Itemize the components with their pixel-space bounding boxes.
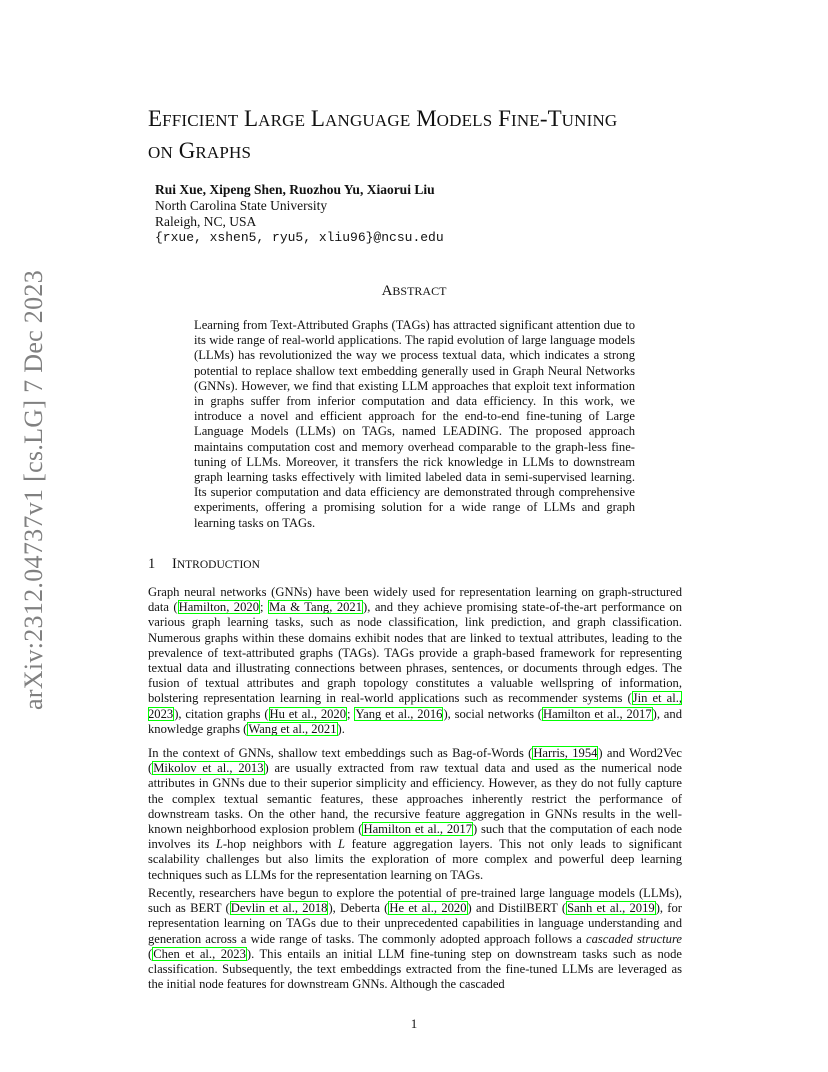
emphasis-text: cascaded structure — [585, 931, 682, 946]
citation-link[interactable]: Jin et al., 2023 — [148, 691, 682, 721]
citation-link[interactable]: Devlin et al., 2018 — [230, 901, 328, 916]
author-email: {rxue, xshen5, ryu5, xliu96}@ncsu.edu — [155, 230, 444, 245]
math-symbol: L — [215, 837, 223, 852]
citation-link[interactable]: Yang et al., 2016 — [355, 706, 443, 721]
section-number: 1 — [148, 556, 156, 572]
intro-paragraph-3: Recently, researchers have begun to explore the potential of pre-trained large language models (LLMs), such as BERT (Devlin et al., 2018), Deberta (He et al., 2020) and DistilBERT (Sanh et al., 2019), for representation learning on TAGs due to their unprecedented capabilities in language understanding and generation across a wide range of tasks. The commonly adopted approach follows a cascaded structure (Chen et al., 2023). This entails an initial LLM fine-tuning step on downstream tasks such as node classification. Subsequently, the text embeddings extracted from the fine-tuned LLMs are leveraged as the initial node features for downstream GNNs. Although the cascaded — [148, 886, 682, 992]
citation-link[interactable]: Hamilton, 2020 — [178, 600, 259, 615]
citation-link[interactable]: He et al., 2020 — [389, 901, 467, 916]
citation-link[interactable]: Hamilton et al., 2017 — [363, 822, 473, 837]
citation-link[interactable]: Harris, 1954 — [533, 746, 598, 760]
citation-link[interactable]: Wang et al., 2021 — [248, 721, 337, 736]
paper-title: EFFICIENT LARGE LANGUAGE MODELS FINE-TUNING ON GRAPHS — [148, 106, 618, 163]
section-heading-introduction: 1 INTRODUCTION — [148, 556, 260, 572]
citation-link[interactable]: Hu et al., 2020 — [269, 706, 347, 721]
author-affiliation: North Carolina State University — [155, 198, 328, 213]
citation-link[interactable]: Ma & Tang, 2021 — [268, 600, 363, 615]
arxiv-sidebar — [16, 269, 52, 711]
citation-link[interactable]: Hamilton et al., 2017 — [542, 706, 652, 721]
intro-paragraph-2: In the context of GNNs, shallow text embeddings such as Bag-of-Words (Harris, 1954) and Word2Vec (Mikolov et al., 2013) are usually extracted from raw textual data and used as the numerical node attributes in GNNs due to their superior simplicity and efficiency. However, as they do not fully capture the complex textual semantic features, these approaches inherently restrict the performance of downstream tasks. On the other hand, the recursive feature aggregation in GNNs results in the well-known neighborhood explosion problem (Hamilton et al., 2017) such that the computation of each node involves its L-hop neighbors with L feature aggregation layers. This not only leads to significant scalability challenges but also limits the exploration of more complex and powerful deep learning techniques such as LLMs for the representation learning on TAGs. — [148, 746, 683, 882]
page-number: 1 — [410, 1016, 418, 1031]
abstract-heading: ABSTRACT — [381, 283, 447, 299]
citation-link[interactable]: Chen et al., 2023 — [153, 946, 246, 961]
math-symbol: L — [338, 837, 346, 852]
abstract-text: Learning from Text-Attributed Graphs (TAGs) has attracted significant attention due to its wide range of real-world applications. The rapid evolution of large language models (LLMs) has revolutionized the way we process textual data, which indicates a strong potential to replace shallow text embedding generally used in Graph Neural Networks (GNNs). However, we find that existing LLM approaches that exploit text information in graphs suffer from inferior computation and data efficiency. In this work, we introduce a novel and efficient approach for the end-to-end fine-tuning of Large Language Models (LLMs) on TAGs, named LEADING. The proposed approach maintains computation cost and memory overhead comparable to the graph-less fine-tuning of LLMs. Moreover, it transfers the rick knowledge in LLMs to downstream graph learning tasks effectively with limited labeled data in semi-supervised learning. Its superior computation and data efficiency are demonstrated through comprehensive experiments, offering a promising solution for a wide range of LLMs and graph learning tasks on TAGs. — [194, 318, 635, 530]
citation-link[interactable]: Mikolov et al., 2013 — [153, 761, 264, 776]
author-location: Raleigh, NC, USA — [155, 214, 257, 229]
arxiv-identifier: arXiv:2312.04737v1 [cs.LG] 7 Dec 2023 — [19, 269, 48, 711]
intro-paragraph-1: Graph neural networks (GNNs) have been widely used for representation learning on graph-structured data (Hamilton, 2020; Ma & Tang, 2021), and they achieve promising state-of-the-art performance on various graph learning tasks, such as node classification, link prediction, and graph classification. Numerous graphs within these domains exhibit nodes that are linked to textual attributes, leading to the prevalence of text-attributed graphs (TAGs). TAGs provide a graph-based framework for representing textual data and illustrating connections between phrases, sentences, or documents through edges. The fusion of textual attributes and graph topology constitutes a valuable wellspring of information, bolstering representation learning in real-world applications such as recommender systems (Jin et al., 2023), citation graphs (Hu et al., 2020; Yang et al., 2016), social networks (Hamilton et al., 2017), and knowledge graphs (Wang et al., 2021). — [148, 585, 682, 736]
author-names: Rui Xue, Xipeng Shen, Ruozhou Yu, Xiaorui Liu — [155, 182, 435, 197]
citation-link[interactable]: Sanh et al., 2019 — [567, 901, 655, 916]
author-block — [155, 182, 444, 246]
